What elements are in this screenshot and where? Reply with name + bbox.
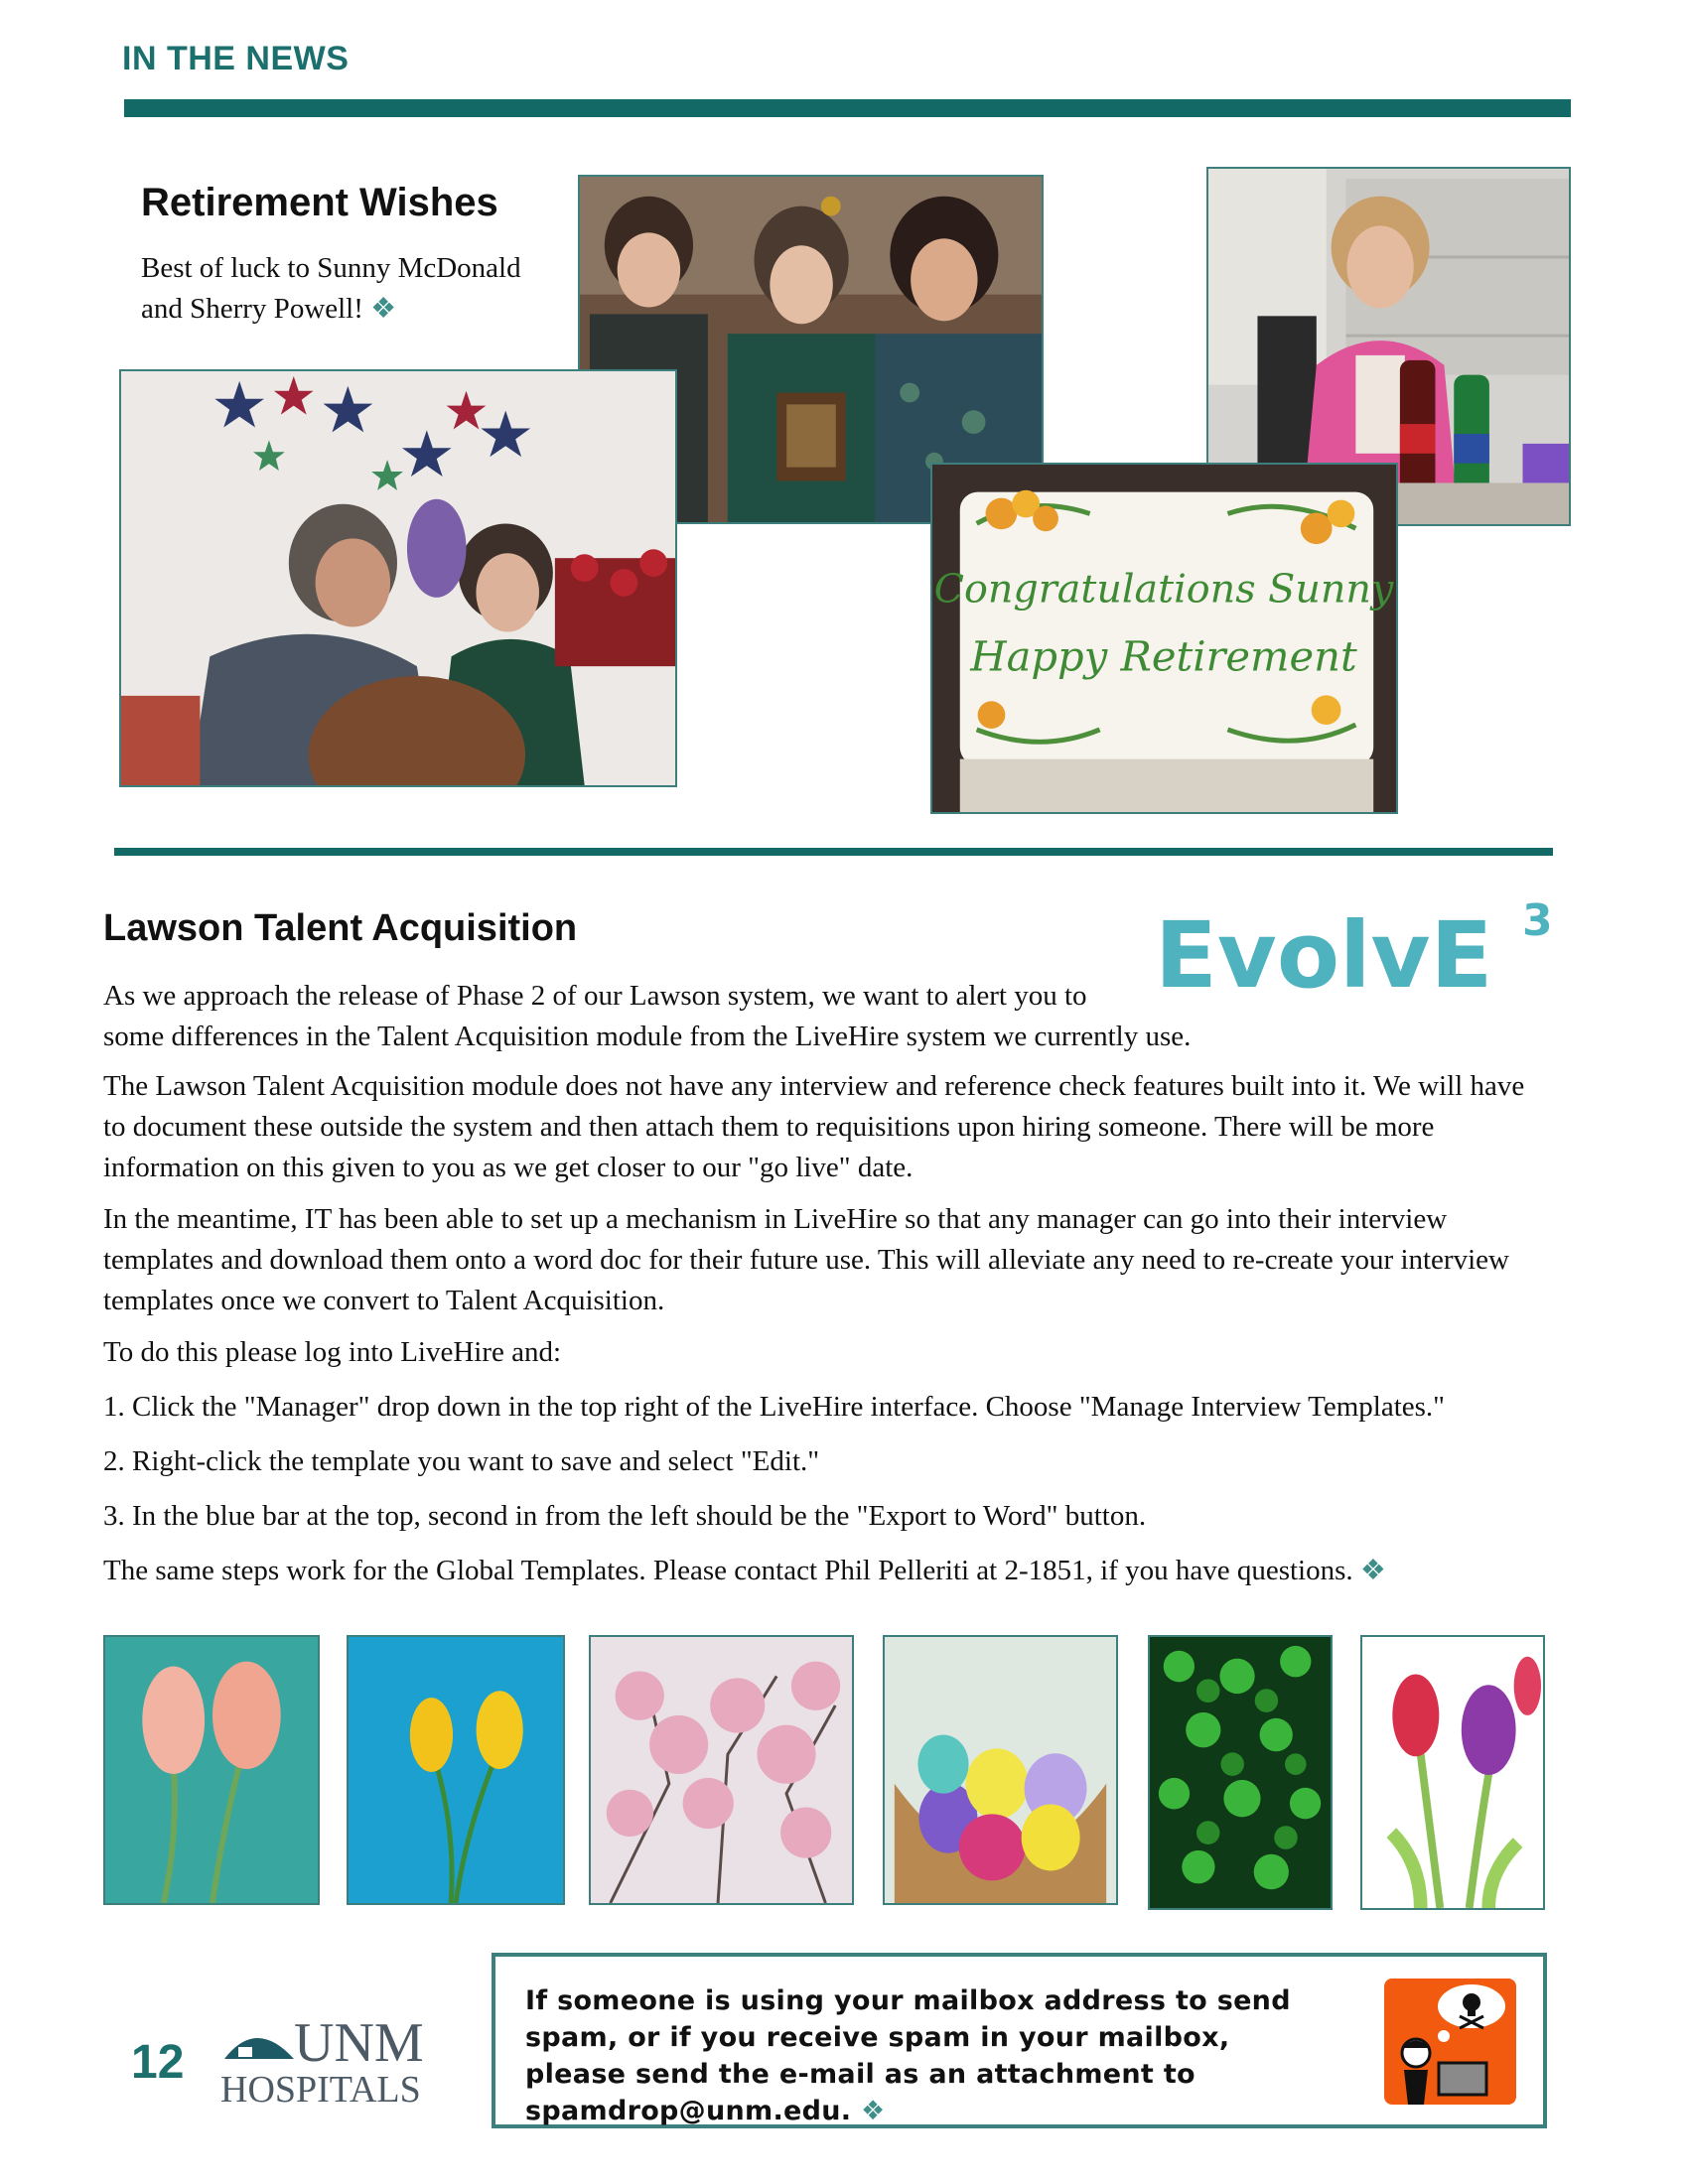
cake-line2: Happy Retirement [970,631,1357,681]
retirement-line1: Best of luck to Sunny McDonald [141,252,521,284]
thumb-red-purple-tulips [1360,1635,1545,1910]
cake-line1: Congratulations Sunny [933,566,1394,613]
lawson-step1: 1. Click the "Manager" drop down in the top right of the LiveHire interface. Choose "Manage Interview Templates." [103,1391,1446,1423]
thumb-shamrocks [1148,1635,1333,1910]
thumb-yellow-tulips [347,1635,565,1905]
unm-hospitals-logo [216,2009,435,2109]
photo-party-stars [119,369,677,787]
logo-line1: UNM [294,2012,424,2074]
lawson-p2: The Lawson Talent Acquisition module does not have any interview and reference check features built into it. We will have to document these outside the system and then attach them to requisitions upon hiring someone. There will be more information on this given to you as we get closer to our "go live" date. [103,1070,1525,1183]
evolve-logo-text: EvolvE [1155,902,1493,997]
section-label: IN THE NEWS [122,40,350,77]
evolve-logo-superscript: 3 [1522,895,1552,946]
spam-notice-box [492,1953,1547,2128]
lawson-p4: To do this please log into LiveHire and: [103,1336,562,1368]
end-mark-icon: ❖ [861,2096,886,2126]
lawson-title: Lawson Talent Acquisition [103,907,578,949]
thumb-cherry-blossoms [589,1635,854,1905]
retirement-line2: and Sherry Powell! [141,293,363,325]
retirement-text [141,248,521,330]
header-rule [124,99,1571,117]
spam-warning-icon [1384,1979,1516,2105]
lawson-closing: The same steps work for the Global Templates. Please contact Phil Pelleriti at 2-1851, if you have questions. [103,1555,1353,1586]
end-mark-icon: ❖ [1359,1555,1386,1586]
section-divider [114,848,1553,856]
lawson-p3: In the meantime, IT has been able to set up a mechanism in LiveHire so that any manager can go into their interview templates and download them onto a word doc for their future use. This will alleviate any need to re-create your interview templates once we convert to Talent Acquisition. [103,1203,1509,1316]
lawson-step2: 2. Right-click the template you want to save and select "Edit." [103,1445,820,1477]
end-mark-icon: ❖ [370,293,397,325]
lawson-body [103,976,1553,1602]
lawson-p1-line2: some differences in the Talent Acquisition module from the LiveHire system we currently use. [103,1021,1192,1052]
thumb-easter-eggs [883,1635,1118,1905]
lawson-p1-line1: As we approach the release of Phase 2 of our Lawson system, we want to alert you to [103,980,1087,1012]
spam-notice-text [525,1982,1339,2129]
logo-line2: HOSPITALS [220,2069,421,2109]
page-number: 12 [131,2036,185,2089]
spam-notice-body: If someone is using your mailbox address to send spam, or if you receive spam in your mailbox, please send the e-mail as an attachment to spamdrop@unm.edu. [525,1985,1291,2126]
photo-retirement-cake [930,463,1398,814]
lawson-step3: 3. In the blue bar at the top, second in from the left should be the "Export to Word" button. [103,1500,1147,1532]
thumb-pink-tulips [103,1635,320,1905]
retirement-title: Retirement Wishes [141,181,498,224]
